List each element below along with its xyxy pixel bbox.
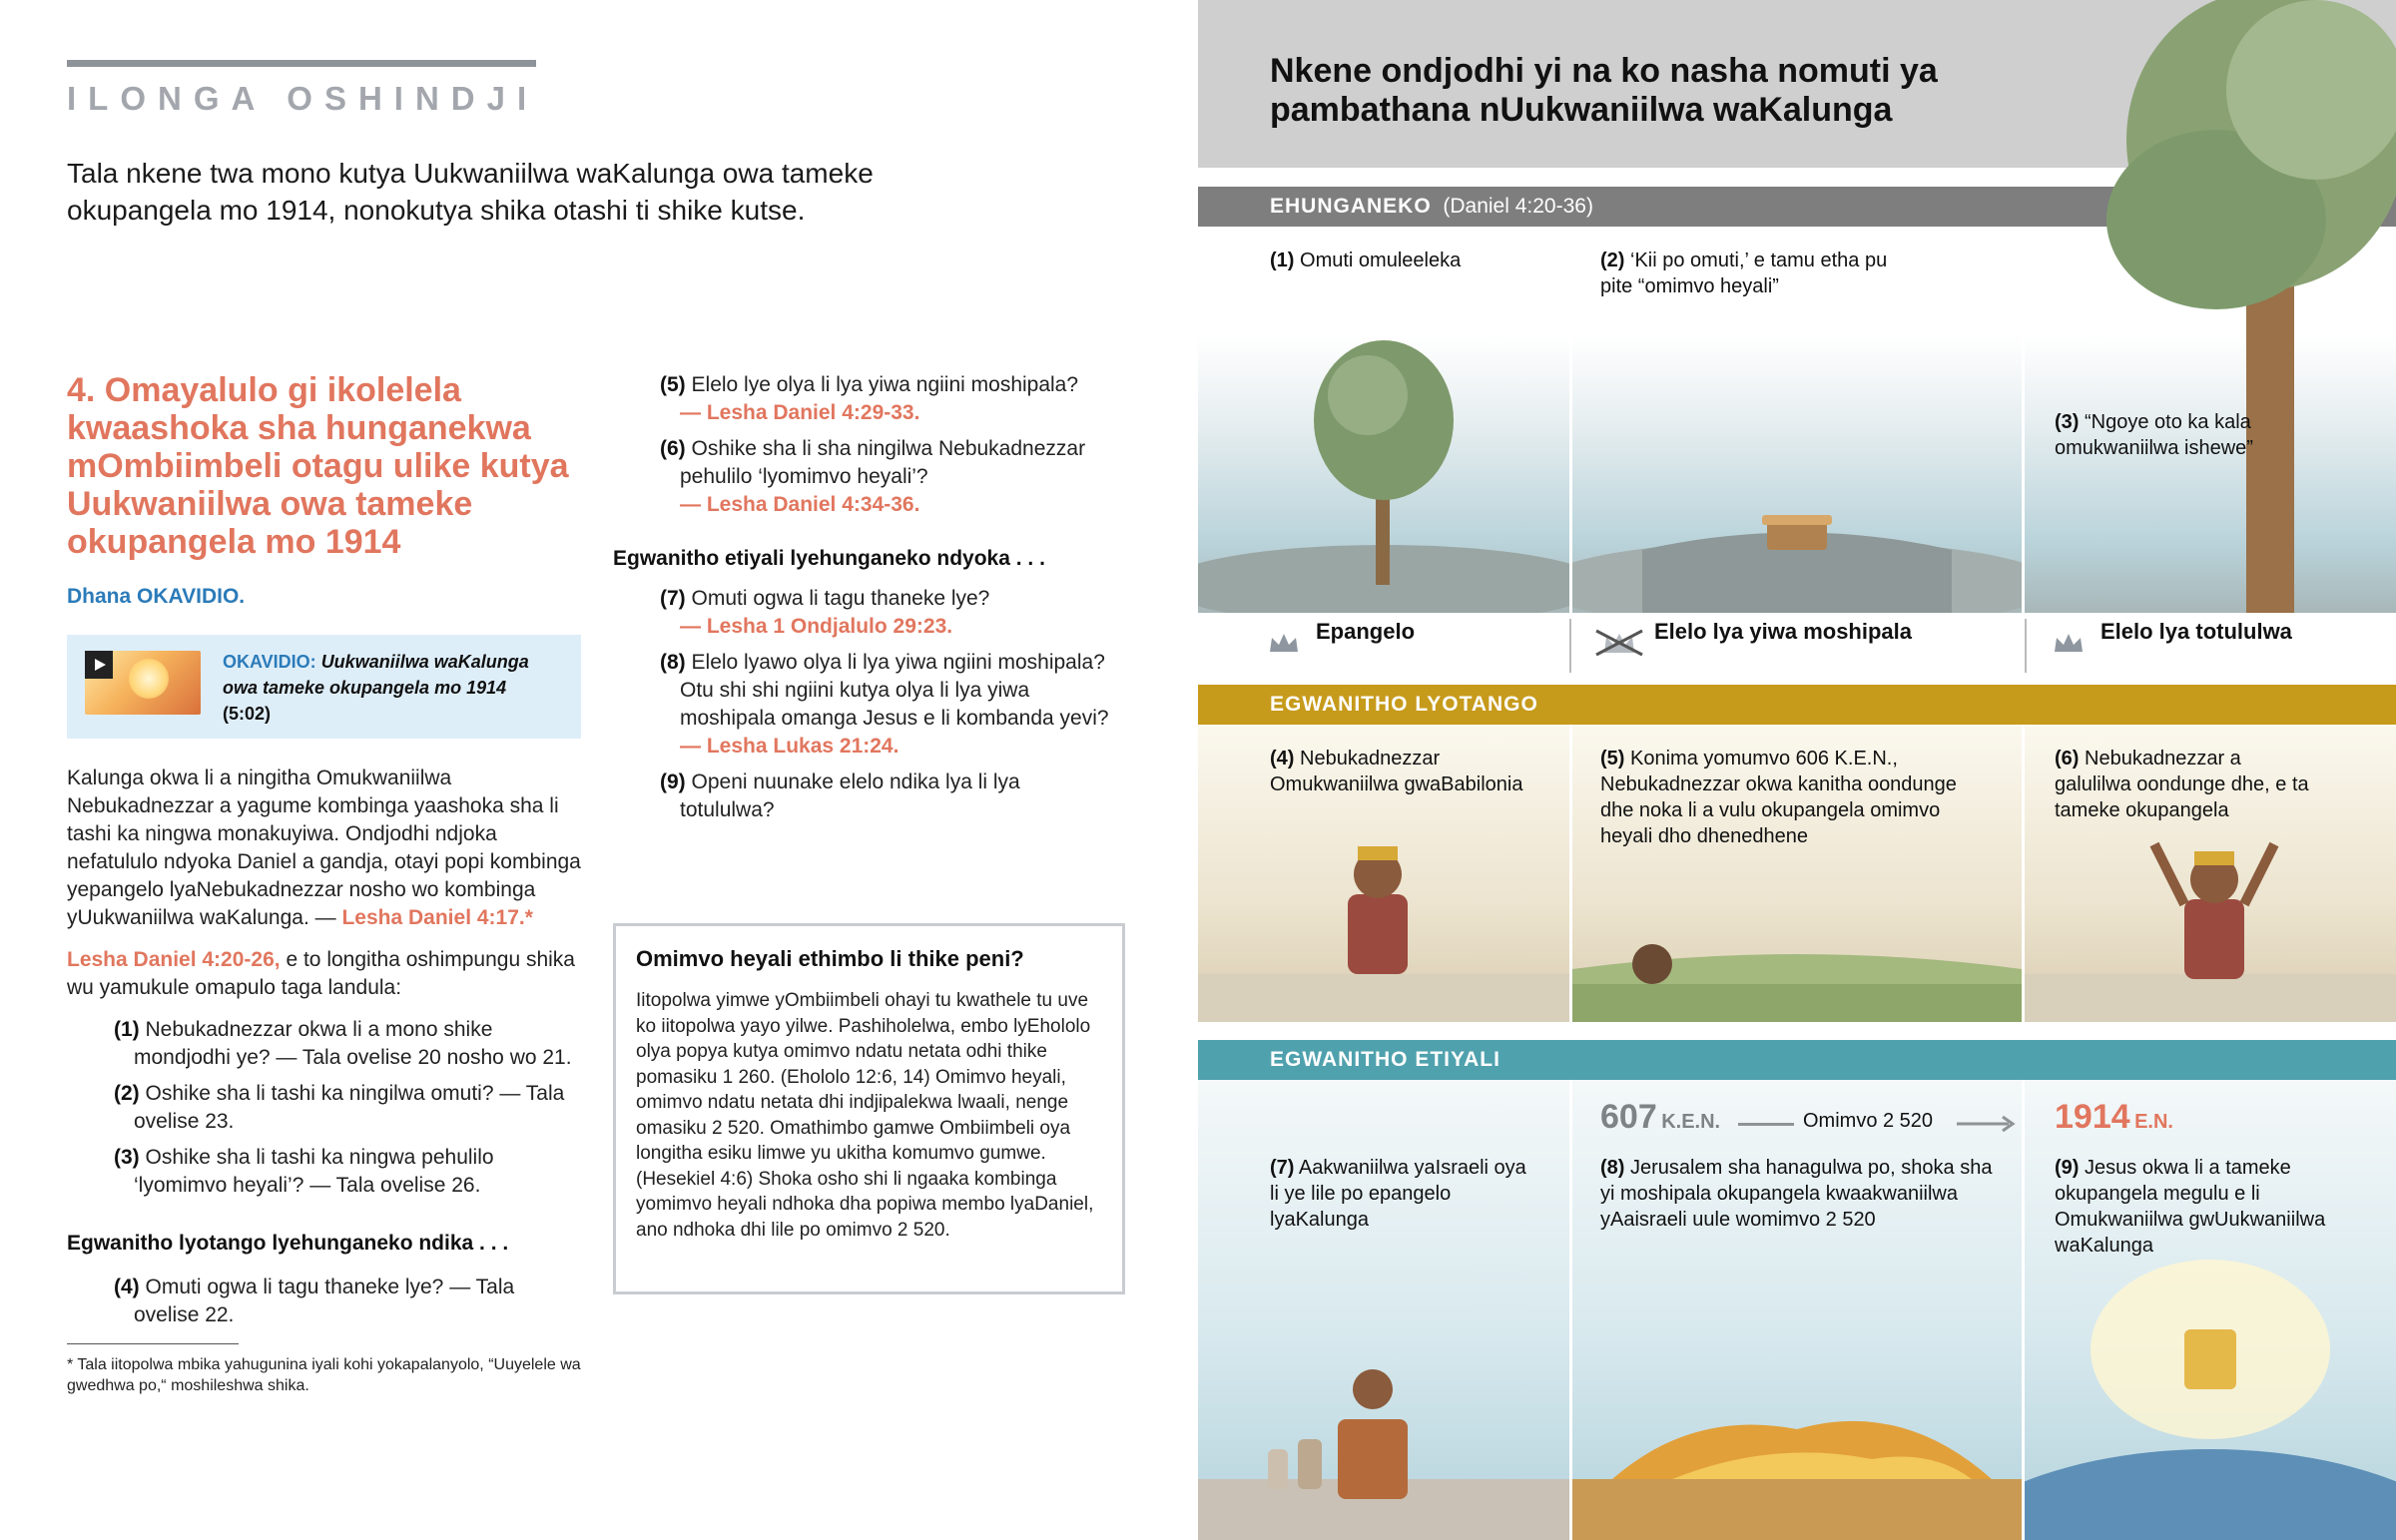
question-text: Omuti ogwa li tagu thaneke lye? — Tala ovelise 22. <box>134 1276 515 1326</box>
subheading: Egwanitho etiyali lyehunganeko ndyoka . . . <box>613 547 1045 570</box>
scripture-link[interactable]: — Lesha Daniel 4:34-36. <box>680 493 920 516</box>
timeline-line <box>1738 1123 1794 1126</box>
box-title: Omimvo heyali ethimbo li thike peni? <box>636 946 1024 971</box>
illustration-page <box>1198 0 2396 1540</box>
lesson-heading: 4. Omayalulo gi ikolelela kwaashoka sha hunganekwa mOmbiimbeli otagu ulike kutya Uukwaniilwa owa tameke okupangela mo 1914 <box>67 371 569 561</box>
question-item <box>67 1016 581 1072</box>
paragraph-instructions <box>67 946 581 1002</box>
timeline-label: Omimvo 2 520 <box>1803 1110 1934 1132</box>
kings-illustration <box>1198 1080 1569 1540</box>
question-text: Oshike sha li sha ningilwa Nebukadnezzar pehulilo ‘lyomimvo heyali’? <box>680 437 1086 488</box>
caption-number: (2) <box>1600 250 1625 271</box>
video-caption <box>223 649 567 727</box>
year-value: 1914 <box>2055 1098 2130 1136</box>
divider <box>2022 1080 2025 1540</box>
caption-text: Aakwaniilwa yaIsraeli oya li ye lile po epangelo lyaKalunga <box>1270 1157 1526 1231</box>
top-rule <box>67 60 536 67</box>
paragraph-text: Kalunga okwa li a ningitha Omukwaniilwa Nebukadnezzar a yagume kombinga yaashoka sha li tashi ka ningwa monakuyiwa. Ondjodhi ndjoka nefatululo ndyoka Daniel a gandja, otayi popi kombinga yepangelo lyaNebukadnezzar nosho wo kombinga yUukwaniilwa waKalunga. — <box>67 767 581 929</box>
stump-illustration <box>1572 335 2022 613</box>
caption-text: Omuti omuleeleka <box>1300 250 1462 271</box>
question-text: Openi nuunake elelo ndika lya li lya totululwa? <box>680 770 1020 821</box>
video-title[interactable]: Uukwaniilwa waKalunga owa tameke okupangela mo 1914 <box>223 652 529 698</box>
question-list <box>67 1016 581 1200</box>
band-reference[interactable]: (Daniel 4:20-36) <box>1443 195 1593 218</box>
question-text: Nebukadnezzar okwa li a mono shike mondjodhi ye? — Tala ovelise 20 nosho wo 21. <box>134 1018 572 1069</box>
caption-2 <box>1600 248 1910 299</box>
question-number: (7) <box>660 587 686 610</box>
crossed-crown-icon <box>1594 629 1644 657</box>
caption-number: (9) <box>2055 1157 2080 1179</box>
left-column <box>67 371 581 1396</box>
paragraph-intro <box>67 765 581 932</box>
caption-3 <box>2055 409 2294 461</box>
panel-jesus-king <box>2025 1080 2396 1540</box>
year-end <box>2055 1098 2173 1137</box>
caption-6 <box>2055 746 2314 823</box>
caption-number: (7) <box>1270 1157 1295 1179</box>
band-label: EHUNGANEKO <box>1270 195 1432 218</box>
play-icon[interactable] <box>85 651 113 679</box>
question-item <box>613 769 1112 824</box>
crown-icon <box>2053 632 2085 654</box>
illustration-title: Nkene ondjodhi yi na ko nasha nomuti ya pambathana nUukwaniilwa waKalunga <box>1270 52 1938 129</box>
section-kicker: ILONGA OSHINDJI <box>67 80 539 117</box>
scripture-link[interactable]: — Lesha Lukas 21:24. <box>680 735 899 758</box>
caption-4 <box>1270 746 1529 797</box>
footnote-rule <box>67 1343 239 1344</box>
question-list <box>613 585 1112 824</box>
light-burst-image <box>129 659 169 699</box>
question-item <box>613 649 1112 761</box>
band-first-fulfillment <box>1198 685 2396 725</box>
year-value: 607 <box>1600 1098 1657 1136</box>
divider <box>1569 1080 1572 1540</box>
caption-9 <box>2055 1155 2354 1259</box>
question-number: (9) <box>660 770 686 793</box>
box-text: Iitopolwa yimwe yOmbiimbeli ohayi tu kwathele tu uve ko iitopolwa yayo yilwe. Pashiholelwa, embo lyEhololo olya popya kutya omimvo ndatu netata odhi thike pomasiku 1 260. (Ehololo 12:6, 14) Omimvo heyali, omimvo ndatu netata dhi indjipalekwa lwaali, nenge omasiku 2 520. Omathimbo gamwe Ombiimbeli oya longitha esiku limwe yu ukitha komumvo gumwe. (Hesekiel 4:6) Shoka osho shi li ngaaka kombinga yomimvo heyali ndhoka dha popiwa membo lyaDaniel, ano ndhoka dhi lile po omimvo 2 520. <box>636 990 1094 1241</box>
video-thumbnail[interactable] <box>85 651 201 715</box>
question-text: Elelo lyawo olya li lya yiwa ngiini moshipala? Otu shi shi ngiini kutya olya li lya yiwa moshipala omanga Jesus e li kombanda yevi? <box>680 651 1109 730</box>
caption-5 <box>1600 746 1980 849</box>
video-card[interactable] <box>67 635 581 739</box>
band-second-fulfillment <box>1198 1040 2396 1080</box>
crown-icon <box>1268 632 1300 654</box>
year-era: E.N. <box>2134 1111 2173 1133</box>
caption-number: (8) <box>1600 1157 1625 1179</box>
divider <box>2022 227 2025 613</box>
question-text: Oshike sha li tashi ka ningilwa omuti? — Tala ovelise 23. <box>134 1082 565 1133</box>
caption-text: Nebukadnezzar Omukwaniilwa gwaBabilonia <box>1270 748 1523 795</box>
video-duration: (5:02) <box>223 704 272 724</box>
panel-jerusalem-destroyed <box>1572 1080 2022 1540</box>
caption-8 <box>1600 1155 2000 1233</box>
caption-number: (6) <box>2055 748 2080 770</box>
question-text: Elelo lye olya li lya yiwa ngiini moshipala? <box>691 373 1079 396</box>
watch-video-link[interactable]: Dhana OKAVIDIO. <box>67 585 246 608</box>
subheading: Egwanitho lyotango lyehunganeko ndika . . . <box>67 1232 509 1255</box>
year-start <box>1600 1098 1720 1137</box>
question-number: (6) <box>660 437 686 460</box>
video-label: OKAVIDIO: <box>223 652 316 672</box>
caption-number: (3) <box>2055 411 2080 433</box>
question-number: (5) <box>660 373 686 396</box>
divider <box>2022 725 2025 1022</box>
question-item <box>613 371 1112 427</box>
big-tree-illustration <box>2096 0 2396 613</box>
caption-number: (4) <box>1270 748 1295 770</box>
fire-illustration <box>1572 1080 2022 1540</box>
scripture-link[interactable]: Lesha Daniel 4:17.* <box>341 906 533 929</box>
panel-kings-of-israel <box>1198 1080 1569 1540</box>
paragraph-text: e to longitha oshimpungu shika wu yamukule omapulo taga landula: <box>67 948 575 999</box>
question-item <box>67 1274 581 1329</box>
sidebar-box <box>613 923 1125 1294</box>
caption-number: (5) <box>1600 748 1625 770</box>
divider <box>1569 619 1571 673</box>
throne-illustration <box>2025 1080 2396 1540</box>
band-label: EGWANITHO ETIYALI <box>1270 1048 1500 1071</box>
scripture-link[interactable]: — Lesha Daniel 4:29-33. <box>680 401 920 424</box>
band-label: EGWANITHO LYOTANGO <box>1270 693 1538 716</box>
intro-text: Tala nkene twa mono kutya Uukwaniilwa waKalunga owa tameke okupangela mo 1914, nonokutya shika otashi ti shike kutse. <box>67 158 874 226</box>
caption-7 <box>1270 1155 1529 1233</box>
caption-text: Jesus okwa li a tameke okupangela megulu e li Omukwaniilwa gwUukwaniilwa waKalunga <box>2055 1157 2326 1257</box>
scripture-link[interactable]: Lesha Daniel 4:20-26, <box>67 948 281 971</box>
footnote: * Tala iitopolwa mbika yahugunina iyali kohi yokapalanyolo, “Uuyelele wa gwedhwa po,“ moshileshwa shika. <box>67 1356 581 1394</box>
question-item <box>67 1080 581 1136</box>
panel-tree-stump <box>1572 335 2022 613</box>
question-item <box>67 1144 581 1200</box>
label-interrupted: Elelo lya yiwa moshipala <box>1654 619 1912 644</box>
label-restored: Elelo lya totululwa <box>2100 619 2292 644</box>
scripture-link[interactable]: — Lesha 1 Ondjalulo 29:23. <box>680 615 953 638</box>
question-number: (2) <box>114 1082 140 1105</box>
question-number: (8) <box>660 651 686 674</box>
caption-text: Konima yomumvo 606 K.E.N., Nebukadnezzar okwa kanitha oondunge dhe noka li a vulu okupangela omimvo heyali dho dhenedhene <box>1600 748 1957 847</box>
question-text: Oshike sha li tashi ka ningwa pehulilo ‘lyomimvo heyali’? — Tala ovelise 26. <box>134 1146 494 1197</box>
middle-column <box>613 371 1112 832</box>
divider <box>1569 227 1572 613</box>
label-rulership: Epangelo <box>1316 619 1416 644</box>
question-item <box>613 585 1112 641</box>
caption-text: “Ngoye oto ka kala omukwaniilwa ishewe” <box>2055 411 2253 459</box>
caption-1 <box>1270 248 1549 273</box>
question-number: (3) <box>114 1146 140 1169</box>
caption-text: Nebukadnezzar a galulilwa oondunge dhe, e ta tameke okupangela <box>2055 748 2309 821</box>
year-era: K.E.N. <box>1661 1111 1721 1133</box>
caption-text: Jerusalem sha hanagulwa po, shoka sha yi moshipala okupangela kwaakwaniilwa yAaisraeli uule womimvo 2 520 <box>1600 1157 1993 1231</box>
question-text: Omuti ogwa li tagu thaneke lye? <box>691 587 990 610</box>
divider <box>1569 725 1572 1022</box>
arrow-right-icon <box>1957 1114 2017 1134</box>
question-number: (4) <box>114 1276 140 1298</box>
divider <box>2025 619 2027 673</box>
caption-text: ‘Kii po omuti,’ e tamu etha pu pite “omimvo heyali” <box>1600 250 1888 297</box>
question-number: (1) <box>114 1018 140 1041</box>
question-item <box>613 435 1112 519</box>
panel-large-tree <box>1198 335 1569 613</box>
caption-number: (1) <box>1270 250 1295 271</box>
tree-illustration <box>1198 335 1569 613</box>
